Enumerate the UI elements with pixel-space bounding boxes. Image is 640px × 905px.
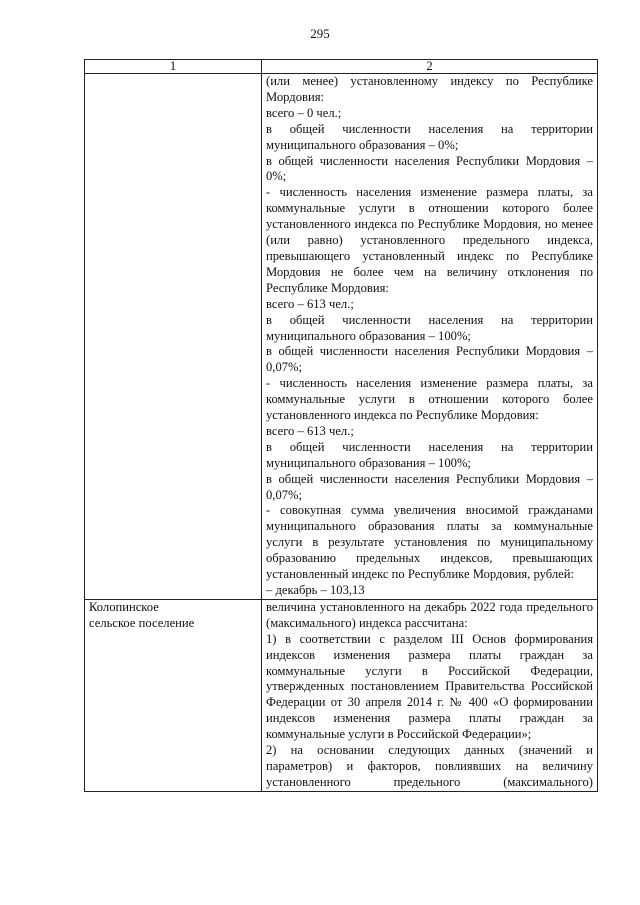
paragraph: величина установленного на декабрь 2022 года предельного (максимального) индекса рассчитана: [266,599,593,630]
paragraph: 1) в соответствии с разделом III Основ формирования индексов изменения размера платы граждан за коммунальные услуги в Российской Федерации, утвержденных постановлением Правительства Российской Федерации от 30 апреля 2014 г. № 400 «О формировании индексов изменения размера платы граждан за коммунальные услуги в Российской Федерации»; [266,631,593,742]
paragraph: - численность населения изменение размера платы, за коммунальные услуги в отношении которого более установленного индекса по Республике Мордовия, но менее (или равно) установленного предельного индекса, превышающего установленный индекс по Республике Мордовия не более чем на величину отклонения по Республике Мордовия: [266,185,593,295]
paragraph: всего – 0 чел.; [266,105,342,120]
row2-description-cell [262,599,598,791]
paragraph: – декабрь – 103,13 [266,583,365,597]
paragraph: - численность населения изменение размера платы, за коммунальные услуги в отношении которого более установленного индекса по Республике Мордовия: [266,376,593,423]
paragraph: в общей численности населения на территории муниципального образования – 0%; [266,121,593,152]
territory-name-line: Колопинское [89,599,159,614]
table-header-row [85,60,598,74]
paragraph: 2) на основании следующих данных (значений и параметров) и факторов, повлиявших на величину установленного предельного (максимального) [266,743,593,789]
paragraph: в общей численности населения на территории муниципального образования – 100%; [266,439,593,470]
paragraph: в общей численности населения Республики Мордовия – 0,07%; [266,471,593,502]
table-row [85,599,598,791]
row1-territory-cell [85,74,262,600]
page-number: 295 [310,26,330,41]
paragraph: всего – 613 чел.; [266,296,354,311]
paragraph: в общей численности населения на территории муниципального образования – 100%; [266,312,593,343]
document-table [84,59,598,792]
column-header-1: 1 [85,60,262,74]
paragraph: всего – 613 чел.; [266,423,354,438]
paragraph: (или менее) установленному индексу по Республике Мордовия: [266,74,593,104]
column-header-2: 2 [262,60,598,74]
paragraph: в общей численности населения Республики Мордовия – 0,07%; [266,344,593,375]
territory-name-line: сельское поселение [89,615,195,630]
paragraph: в общей численности населения Республики Мордовия – 0%; [266,153,593,184]
row1-description-cell [262,74,598,600]
row2-territory-cell [85,599,262,791]
paragraph: - совокупная сумма увеличения вносимой гражданами муниципального образования платы за коммунальные услуги в результате установления по муниципальному образованию предельных индексов, превышающих установленный индекс по Республике Мордовия, рублей: [266,503,593,582]
table-row [85,74,598,600]
